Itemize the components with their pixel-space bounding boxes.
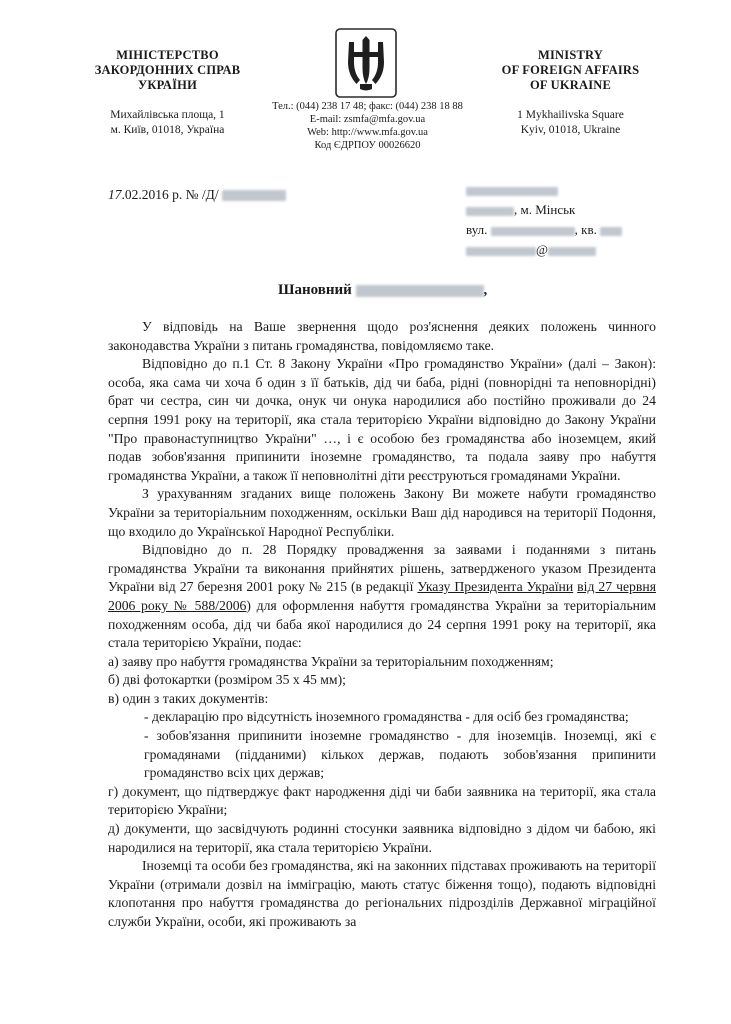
paragraph-intro: У відповідь на Ваше звернення щодо роз'яснення деяких положень чинного законодавства України з питань громадянства, повідомляємо таке. (108, 319, 656, 353)
addressee-email-line (466, 240, 716, 260)
contact-email: E-mail: zsmfa@mfa.gov.ua (309, 114, 426, 125)
list-item-b: б) дві фотокартки (розміром 35 х 45 мм); (108, 672, 346, 688)
email-at-symbol: @ (536, 242, 548, 257)
addressee-city: , м. Мінськ (514, 202, 576, 217)
reference-date-rest: .02.2016 р. (121, 187, 183, 202)
redacted-addressee-name (466, 187, 558, 196)
address-english (458, 108, 683, 138)
addressee-apt-label: , кв. (574, 222, 597, 237)
addressee-city-line (466, 200, 716, 220)
decree-reference-underlined-1: Указу Президента України (417, 579, 574, 595)
paragraph-law-article-8: Відповідно до п.1 Ст. 8 Закону України «Про громадянство України» (далі – Закон): особа, яка сама чи хоча б один з її батьків, дід чи баба, рідні (повнорідні та неповнорідні) брат чи сестра, син чи дочка, онук чи онука народилися або постійно проживали до 24 серпня 1991 року на території, яка стала територією України відповідно до Закону України "Про правонаступництво України" …, і є особою без громадянства або іноземцем, який подав зобов'язання припинити іноземне громадянство, та подала заяву про набуття громадянства України, а також її неповнолітні діти реєструються громадянами України. (108, 356, 656, 483)
reference-date-handwritten: 17 (108, 187, 122, 202)
redacted-postal-code (466, 207, 514, 216)
addressee-street-line (466, 220, 716, 240)
address-en-line2: Kyiv, 01018, Ukraine (520, 124, 621, 136)
list-item-v: в) один з таких документів: (108, 690, 269, 706)
ministry-title-ukrainian (60, 48, 275, 93)
decree-reference-underlined-2: від 27 червня 2006 року № 588/2006 (108, 579, 656, 613)
paragraph-territorial-origin: З урахуванням згаданих вище положень Закону Ви можете набути громадянство України за територіальним походженням, оскільки Ваш дід народився на території Подоння, що входило до Української Народної Республіки. (108, 486, 656, 539)
reference-line (108, 186, 286, 204)
letter-body (108, 318, 656, 932)
paragraph-procedure-item-28 (108, 541, 656, 653)
contact-phone-fax: Тел.: (044) 238 17 48; факс: (044) 238 18 88 (272, 101, 463, 112)
redacted-salutation-name (356, 285, 484, 297)
addressee-name-line (466, 180, 716, 200)
list-item-v-sub2: - зобов'язання припинити іноземне громадянство - для іноземців. Іноземці, які є громадянами (підданими) кількох держав, подають зобов'язання припинити громадянство всіх цих держав; (144, 728, 656, 781)
address-uk-line2: м. Київ, 01018, Україна (110, 124, 225, 136)
address-uk-line1: Михайлівська площа, 1 (110, 109, 225, 121)
salutation (278, 282, 487, 299)
contact-details (255, 100, 480, 152)
redacted-apartment-number (600, 227, 622, 236)
redacted-email-user (466, 247, 536, 256)
address-en-line1: 1 Mykhailivska Square (517, 109, 624, 121)
list-item-v-sub1: - декларацію про відсутність іноземного громадянства - для осіб без громадянства; (144, 709, 629, 725)
contact-website: Web: http://www.mfa.gov.ua (307, 127, 428, 138)
ministry-title-en-line3: OF UKRAINE (529, 78, 612, 92)
ministry-title-uk-line3: УКРАЇНИ (137, 78, 197, 92)
reference-number-value: /Д/ (201, 187, 219, 202)
ministry-title-en-line1: MINISTRY (537, 48, 604, 62)
ministry-title-uk-line1: МІНІСТЕРСТВО (116, 48, 219, 62)
salutation-comma: , (483, 282, 488, 298)
procedure-text-part1: Відповідно до п. 28 Порядку провадження за заявами і поданнями з питань громадянства України та виконання прийнятих рішень, затвердженого указом Президента України від 27 березня 2001 року № 215 (в редакції (108, 542, 656, 595)
ministry-title-english (458, 48, 683, 93)
list-item-g: г) документ, що підтверджує факт народження діді чи баби заявника на території, яка стала територією України; (108, 783, 656, 818)
redacted-street-name (491, 227, 575, 236)
ministry-title-uk-line2: ЗАКОРДОННИХ СПРАВ (94, 63, 241, 77)
list-item-d: д) документи, що засвідчують родинні стосунки заявника відповідно з дідом чи бабою, які народилися на території, яка стала територією України. (108, 821, 656, 855)
paragraph-foreigners-application: Іноземці та особи без громадянства, які на законних підставах проживають на території України (отримали дозвіл на імміграцію, мають статус біження тощо), подають відповідні клопотання про набуття громадянства до регіональних підрозділів Державної міграційної служби України, особи, які проживають за (108, 858, 656, 929)
ministry-title-en-line2: OF FOREIGN AFFAIRS (501, 63, 640, 77)
addressee-street-label: вул. (466, 222, 488, 237)
contact-edrpou-code: Код ЄДРПОУ 00026620 (314, 140, 421, 151)
redacted-reference-number (222, 190, 286, 201)
letterhead (0, 0, 731, 160)
address-ukrainian (60, 108, 275, 138)
salutation-word: Шановний (278, 282, 352, 298)
ukraine-trident-emblem (335, 28, 397, 98)
list-item-a: а) заяву про набуття громадянства України за територіальним походженням; (108, 653, 554, 669)
procedure-text-part2: ) для оформлення набуття громадянства України за територіальним походженням особа, дід чи баба якої народилися до 24 серпня 1991 року на території, яка стала територією України, подає: (108, 597, 656, 651)
reference-number-label: № (185, 187, 199, 202)
redacted-email-domain (548, 247, 596, 256)
addressee-block (466, 180, 716, 260)
